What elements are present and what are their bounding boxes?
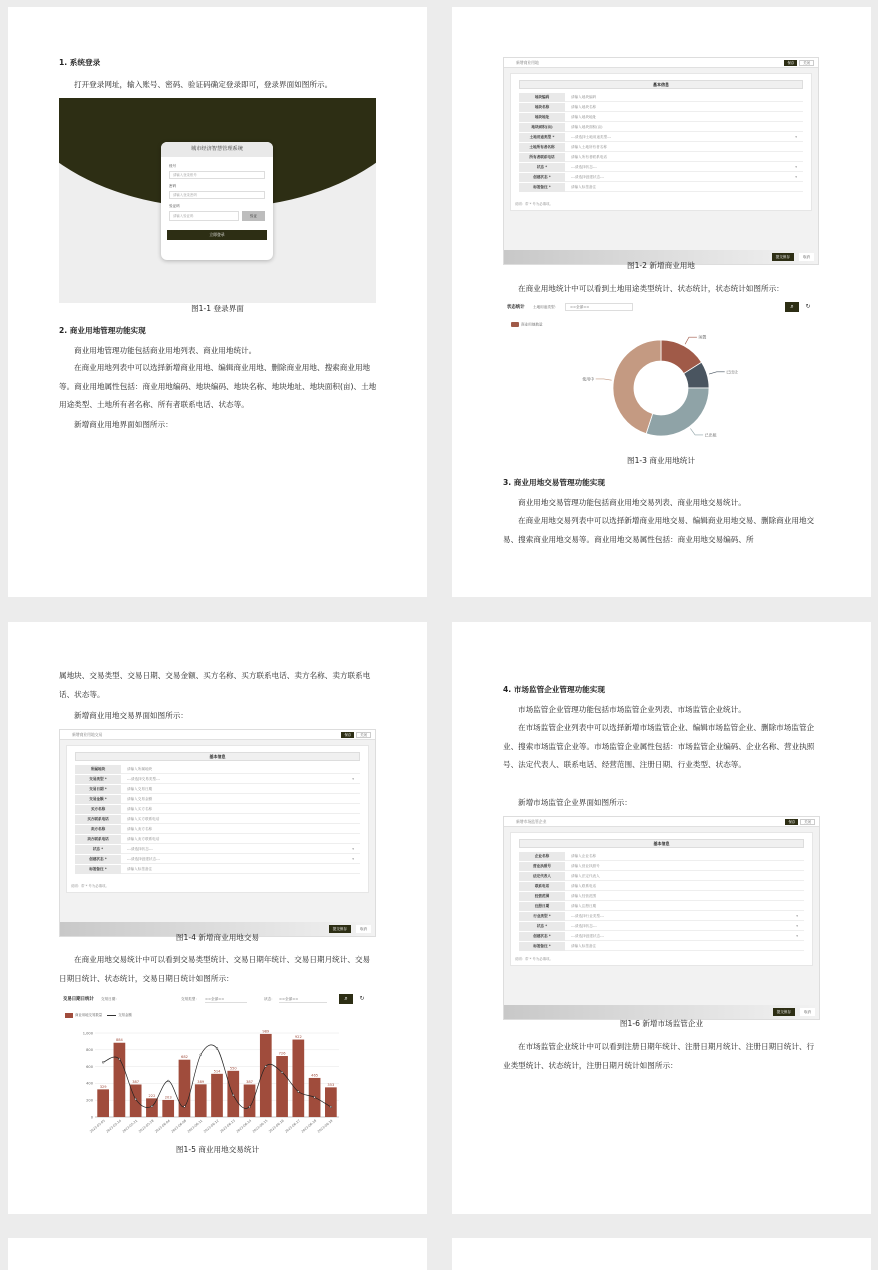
form-field-input[interactable]: ---请选择状态--- xyxy=(571,924,597,928)
donut-slice[interactable] xyxy=(646,388,709,436)
slice-label: 闲置 xyxy=(698,334,707,340)
form-card-title: 基本信息 xyxy=(519,80,803,89)
tab-close-button[interactable]: 关闭 xyxy=(800,819,815,825)
chart-filter1-label: 交易日期： xyxy=(101,997,119,1001)
line-point[interactable] xyxy=(314,1096,316,1098)
form-field-input[interactable]: 请输入标签备注 xyxy=(571,944,597,948)
stats-title: 状态统计 xyxy=(507,305,525,310)
form-field-label: 标签备注 * xyxy=(519,942,565,951)
chevron-down-icon: ▾ xyxy=(795,175,797,179)
form-tab-bar xyxy=(504,58,818,68)
form-field-label: 交易类型 * xyxy=(75,775,121,784)
bar-value-label: 465 xyxy=(311,1073,319,1078)
form-field-label: 法定代表人 xyxy=(519,872,565,881)
form-field-label: 土地所有者名称 xyxy=(519,143,565,152)
form-field-label: 买方联系电话 xyxy=(75,815,121,824)
form-tab-buttons xyxy=(784,60,814,66)
form-row xyxy=(519,882,804,891)
bar-value-label: 989 xyxy=(262,1029,270,1034)
form-field-label: 状态 * xyxy=(519,163,565,172)
chevron-down-icon: ▾ xyxy=(352,777,354,781)
section-heading-market: 4. 市场监管企业管理功能实现 xyxy=(503,685,605,694)
form-field-label: 营业执照号 xyxy=(519,862,565,871)
form-row xyxy=(75,855,360,864)
form-row xyxy=(519,183,803,192)
form-row xyxy=(519,872,804,881)
bar-value-label: 884 xyxy=(115,1038,123,1043)
chevron-down-icon: ▾ xyxy=(796,914,798,918)
form-row xyxy=(519,902,804,911)
form-footer xyxy=(504,1005,819,1019)
password-label: 密码 xyxy=(169,184,177,188)
form-field-input[interactable]: 请输入企业名称 xyxy=(571,854,597,858)
bar-value-label: 682 xyxy=(181,1055,188,1060)
figure-caption-3: 图1-3 商业用地统计 xyxy=(627,456,695,465)
form-field-label: 联系电话 xyxy=(519,882,565,891)
form-row xyxy=(519,912,804,921)
x-tick-label: 2023-06-17 xyxy=(284,1118,301,1134)
form-field-label: 土地用途类型 * xyxy=(519,133,565,142)
form-field-label: 标签备注 * xyxy=(519,183,565,192)
paragraph-market-2: 在市场监管企业列表中可以选择新增市场监管企业、编辑市场监管企业、删除市场监管企业、搜索市场监管企业等。市场监管企业属性包括：市场监管企业编码、企业名称、营业执照号、法定代表人、联系电话、经营范围、注册日期、行业类型、状态等。 xyxy=(503,723,815,769)
search-button[interactable] xyxy=(339,994,353,1004)
form-field-input[interactable]: 请输入卖方联系电话 xyxy=(127,837,160,841)
new-enterprise-form-screenshot xyxy=(503,816,820,1020)
form-field-input[interactable]: 请输入标签备注 xyxy=(127,867,153,871)
legend-label: 商业用地数量 xyxy=(521,322,543,327)
bar-value-label: 514 xyxy=(213,1069,221,1074)
section-heading-transaction: 3. 商业用地交易管理功能实现 xyxy=(503,478,605,487)
form-field-input[interactable]: 请输入经营范围 xyxy=(571,894,597,898)
paragraph-land-3: 新增商业用地界面如图所示： xyxy=(74,420,173,429)
paragraph-land-1: 商业用地管理功能包括商业用地列表、商业用地统计。 xyxy=(74,346,257,355)
line-point[interactable] xyxy=(281,1071,283,1073)
stats-filter-label: 土地用途类型： xyxy=(533,305,559,309)
paragraph-land-stats: 在商业用地统计中可以看到土地用途类型统计、状态统计，状态统计如图所示： xyxy=(518,284,784,293)
captcha-label: 验证码 xyxy=(169,204,180,208)
form-field-input[interactable]: 请输入法定代表人 xyxy=(571,874,600,878)
y-tick-label: 1,000 xyxy=(82,1031,93,1036)
form-field-label: 地块名称 xyxy=(519,103,565,112)
tab-save-button[interactable]: 保存 xyxy=(785,819,798,825)
form-field-label: 地块编码 xyxy=(519,93,565,102)
line-point[interactable] xyxy=(232,1094,234,1096)
form-field-input[interactable]: ---请选择行业类型--- xyxy=(571,914,604,918)
x-tick-label: 2023-06-16 xyxy=(267,1118,285,1134)
form-field-label: 所属地块 xyxy=(75,765,121,774)
form-row xyxy=(75,845,360,854)
form-field-label: 所有者联系电话 xyxy=(519,153,565,162)
form-row xyxy=(75,765,360,774)
line-point[interactable] xyxy=(102,1061,104,1063)
figure-caption-1: 图1-1 登录界面 xyxy=(191,304,244,313)
form-field-label: 创建状态 * xyxy=(519,932,565,941)
form-field-label: 经营范围 xyxy=(519,892,565,901)
chart-filter2-value: ==全部== xyxy=(205,997,225,1001)
form-field-input[interactable]: 请输入注册日期 xyxy=(571,904,597,908)
form-field-input[interactable]: ---请选择创建状态--- xyxy=(127,857,160,861)
y-tick-label: 0 xyxy=(90,1115,93,1120)
captcha-input[interactable]: 请输入验证码 xyxy=(169,211,239,221)
form-row xyxy=(75,835,360,844)
form-field-input[interactable]: 请输入地块名称 xyxy=(571,105,597,109)
line-point[interactable] xyxy=(265,1065,267,1067)
figure-caption-4: 图1-4 新增商业用地交易 xyxy=(175,933,260,942)
cancel-button[interactable]: 取消 xyxy=(356,925,371,933)
slice-label-leader xyxy=(596,379,612,380)
document-page-3 xyxy=(8,622,427,1214)
form-field-label: 地块面积(亩) xyxy=(519,123,565,132)
form-row xyxy=(519,932,804,941)
form-field-label: 买方名称 xyxy=(75,805,121,814)
line-point[interactable] xyxy=(119,1058,121,1060)
line-point[interactable] xyxy=(249,1106,251,1108)
form-row xyxy=(75,785,360,794)
form-field-label: 注册日期 xyxy=(519,902,565,911)
x-tick-label: 2023-06-13 xyxy=(219,1118,236,1134)
paragraph-transaction-2: 在商业用地交易列表中可以选择新增商业用地交易、编辑商业用地交易、删除商业用地交易、搜索商业用地交易等。商业用地交易属性包括：商业用地交易编码、所 xyxy=(503,516,815,544)
form-row xyxy=(75,825,360,834)
form-tab-bar xyxy=(504,817,819,827)
document-page-4 xyxy=(452,622,871,1214)
new-land-form-screenshot xyxy=(503,57,819,265)
status-stats-panel xyxy=(503,300,819,452)
form-tab-label: 新增商业用地交易 xyxy=(72,732,103,737)
form-field-input[interactable]: ---请选择创建状态--- xyxy=(571,934,604,938)
chevron-down-icon: ▾ xyxy=(795,135,797,139)
form-field-input[interactable]: 请输入标签备注 xyxy=(571,185,597,189)
x-tick-label: 2023-06-11 xyxy=(186,1118,204,1134)
slice-label-leader xyxy=(685,337,697,344)
stats-filter-value: ==全部== xyxy=(570,305,590,309)
bar[interactable] xyxy=(276,1056,288,1117)
chevron-down-icon: ▾ xyxy=(352,847,354,851)
form-row xyxy=(519,143,803,152)
tab-save-button[interactable]: 保存 xyxy=(784,60,797,66)
paragraph-market-stats: 在市场监管企业统计中可以看到注册日期年统计、注册日期月统计、注册日期日统计、行业类型统计、状态统计，注册日期月统计如图所示： xyxy=(503,1042,815,1070)
form-row xyxy=(75,805,360,814)
document-page-2 xyxy=(452,7,871,597)
form-row xyxy=(519,862,804,871)
bar-value-label: 353 xyxy=(327,1082,335,1087)
username-input[interactable]: 请输入登录账号 xyxy=(169,171,265,179)
bar-value-label: 222 xyxy=(148,1093,156,1098)
form-field-label: 交易日期 * xyxy=(75,785,121,794)
tab-close-button[interactable]: 关闭 xyxy=(356,732,371,738)
form-row xyxy=(75,815,360,824)
bar[interactable] xyxy=(211,1074,223,1117)
form-field-input[interactable]: ---请选择创建状态--- xyxy=(571,175,604,179)
line-point[interactable] xyxy=(167,1080,169,1082)
form-field-input[interactable]: 请输入联系电话 xyxy=(571,884,597,888)
line-point[interactable] xyxy=(184,1106,186,1108)
slice-label: 已出租 xyxy=(704,432,717,438)
y-tick-label: 800 xyxy=(86,1048,93,1053)
form-field-input[interactable]: 请输入地块面积(亩) xyxy=(571,125,603,129)
form-field-label: 创建状态 * xyxy=(75,855,121,864)
x-tick-label: 2023-06-08 xyxy=(170,1118,188,1134)
tab-save-button[interactable]: 保存 xyxy=(341,732,354,738)
form-field-input[interactable]: ---请选择土地用途类型--- xyxy=(571,135,612,139)
form-field-input[interactable]: 请输入营业执照号 xyxy=(571,864,600,868)
login-title: 城市经济智慧管理系统 xyxy=(161,142,273,157)
line-point[interactable] xyxy=(151,1105,153,1107)
form-row xyxy=(519,922,804,931)
line-point[interactable] xyxy=(297,1091,299,1093)
bar[interactable] xyxy=(195,1084,207,1117)
paragraph-market-1: 市场监管企业管理功能包括市场监管企业列表、市场监管企业统计。 xyxy=(518,705,746,714)
captcha-button[interactable]: 验证 xyxy=(242,211,265,221)
slice-label-leader xyxy=(690,428,703,434)
form-row xyxy=(519,163,803,172)
x-tick-label: 2023-06-19 xyxy=(316,1118,334,1134)
submit-button[interactable]: 提交保存 xyxy=(772,253,794,261)
refresh-icon: ↻ xyxy=(805,303,811,310)
figure-caption-5: 图1-5 商业用地交易统计 xyxy=(175,1145,260,1154)
cancel-button[interactable]: 取消 xyxy=(799,253,814,261)
form-field-label: 交易金额 * xyxy=(75,795,121,804)
document-page-5 xyxy=(8,1238,427,1270)
bar-chart xyxy=(59,1021,376,1146)
form-field-label: 卖方名称 xyxy=(75,825,121,834)
form-tab-label: 新增市场监管企业 xyxy=(516,819,547,824)
login-screenshot xyxy=(59,98,376,303)
form-row xyxy=(75,865,360,874)
refresh-icon: ↻ xyxy=(359,995,365,1002)
form-row xyxy=(519,123,803,132)
slice-label: 使用中 xyxy=(582,376,595,382)
x-tick-label: 2023-06-12 xyxy=(202,1118,220,1134)
line-point[interactable] xyxy=(135,1098,137,1100)
chevron-down-icon: ▾ xyxy=(795,165,797,169)
form-tab-buttons xyxy=(785,819,815,825)
form-card xyxy=(66,745,369,893)
paragraph-transaction-cont: 属地块、交易类型、交易日期、交易金额、买方名称、买方联系电话、卖方名称、卖方联系电话、状态等。 xyxy=(59,671,371,699)
y-tick-label: 200 xyxy=(86,1098,93,1103)
form-field-input[interactable]: 请输入买方联系电话 xyxy=(127,817,160,821)
bar-value-label: 387 xyxy=(246,1079,253,1084)
new-transaction-form-screenshot xyxy=(59,729,376,937)
form-tab-buttons xyxy=(341,732,371,738)
login-button[interactable]: 立即登录 xyxy=(167,230,267,240)
form-field-label: 创建状态 * xyxy=(519,173,565,182)
paragraph-land-2: 在商业用地列表中可以选择新增商业用地、编辑商业用地、删除商业用地、搜索商业用地等。商业用地属性包括：商业用地编码、地块编码、地块名称、地块地址、地块面积(亩)、土地用途类型、土地所有者名称、所有者联系电话、状态等。 xyxy=(59,363,377,409)
form-note: 说明：带 * 号为必填项。 xyxy=(515,202,553,206)
chart-header-title: 交易日期日统计 xyxy=(63,997,94,1002)
bar[interactable] xyxy=(114,1043,126,1117)
submit-button[interactable]: 提交保存 xyxy=(773,1008,795,1016)
document-page-6 xyxy=(452,1238,871,1270)
form-tab-label: 新增商业用地 xyxy=(516,60,539,65)
form-field-label: 地块地址 xyxy=(519,113,565,122)
chart-filter2-select[interactable] xyxy=(205,995,247,1003)
form-row xyxy=(75,775,360,784)
bar[interactable] xyxy=(325,1087,337,1117)
form-field-label: 标签备注 * xyxy=(75,865,121,874)
form-field-label: 卖方联系电话 xyxy=(75,835,121,844)
x-tick-label: 2023-05-05 xyxy=(89,1118,106,1134)
form-card xyxy=(510,73,812,211)
bar-value-label: 726 xyxy=(278,1051,286,1056)
x-tick-label: 2023-05-28 xyxy=(137,1118,155,1134)
form-row xyxy=(519,133,803,142)
slice-label: 已出让 xyxy=(726,369,739,375)
figure-caption-2: 图1-2 新增商业用地 xyxy=(627,261,695,270)
chart-filter3-label: 状态： xyxy=(264,997,275,1001)
password-input[interactable]: 请输入登录密码 xyxy=(169,191,265,199)
form-row xyxy=(519,103,803,112)
bar[interactable] xyxy=(227,1071,239,1117)
figure-caption-6: 图1-6 新增市场监管企业 xyxy=(619,1019,704,1028)
bar[interactable] xyxy=(179,1060,191,1117)
form-row xyxy=(75,795,360,804)
bar[interactable] xyxy=(97,1089,109,1117)
y-tick-label: 600 xyxy=(86,1064,93,1069)
form-field-label: 行业类型 * xyxy=(519,912,565,921)
form-field-input[interactable]: 请输入土地所有者名称 xyxy=(571,145,607,149)
paragraph-transaction-1: 商业用地交易管理功能包括商业用地交易列表、商业用地交易统计。 xyxy=(518,498,746,507)
username-label: 账号 xyxy=(169,164,177,168)
form-note: 说明：带 * 号为必填项。 xyxy=(71,884,109,888)
form-field-label: 企业名称 xyxy=(519,852,565,861)
form-row xyxy=(519,892,804,901)
chart-filter2-label: 交易类型： xyxy=(181,997,199,1001)
legend-bar-swatch xyxy=(65,1013,73,1018)
slice-label-leader xyxy=(709,372,725,374)
chart-filter3-select[interactable] xyxy=(279,995,327,1003)
submit-button[interactable]: 提交保存 xyxy=(329,925,351,933)
form-row xyxy=(519,942,804,951)
y-tick-label: 400 xyxy=(86,1081,93,1086)
form-field-input[interactable]: 请输入所有者联系电话 xyxy=(571,155,607,159)
form-field-label: 状态 * xyxy=(519,922,565,931)
form-field-input[interactable]: ---请选择状态--- xyxy=(127,847,153,851)
form-card xyxy=(510,832,813,966)
paragraph-login: 打开登录网址，输入账号、密码、验证码确定登录即可，登录界面如图所示。 xyxy=(74,80,333,89)
bar[interactable] xyxy=(244,1084,256,1117)
chevron-down-icon: ▾ xyxy=(796,924,798,928)
form-card-title: 基本信息 xyxy=(75,752,360,761)
line-point[interactable] xyxy=(200,1054,202,1056)
bar[interactable] xyxy=(292,1040,304,1117)
donut-chart xyxy=(503,310,819,450)
bar-value-label: 550 xyxy=(229,1066,237,1071)
form-tab-bar xyxy=(60,730,375,740)
x-tick-label: 2023-05-14 xyxy=(105,1118,123,1134)
bar-value-label: 387 xyxy=(132,1079,140,1084)
paragraph-market-new: 新增市场监管企业界面如图所示： xyxy=(518,798,632,807)
search-icon: ⌕ xyxy=(344,995,348,1002)
x-tick-label: 2023-05-21 xyxy=(121,1118,139,1134)
document-page-1 xyxy=(8,7,427,597)
section-heading-login: 1. 系统登录 xyxy=(59,58,101,67)
form-field-input[interactable]: 请输入卖方名称 xyxy=(127,827,153,831)
line-point[interactable] xyxy=(330,1106,332,1108)
line-point[interactable] xyxy=(216,1047,218,1049)
bar-chart-legend xyxy=(65,1012,132,1018)
refresh-button[interactable] xyxy=(356,994,368,1004)
form-field-input[interactable]: 请输入所属地块 xyxy=(127,767,153,771)
form-row xyxy=(519,852,804,861)
x-tick-label: 2023-06-15 xyxy=(251,1118,269,1134)
x-tick-label: 2023-06-14 xyxy=(235,1118,253,1134)
chevron-down-icon: ▾ xyxy=(796,934,798,938)
section-heading-land: 2. 商业用地管理功能实现 xyxy=(59,326,146,335)
chevron-down-icon: ▾ xyxy=(352,857,354,861)
transaction-chart-panel xyxy=(59,991,376,1146)
tab-close-button[interactable]: 关闭 xyxy=(799,60,814,66)
form-row xyxy=(519,113,803,122)
paragraph-transaction-new: 新增商业用地交易界面如图所示： xyxy=(74,711,188,720)
form-field-label: 状态 * xyxy=(75,845,121,854)
form-field-input[interactable]: ---请选择交易类型--- xyxy=(127,777,160,781)
x-tick-label: 2023-06-04 xyxy=(154,1118,171,1134)
form-card-title: 基本信息 xyxy=(519,839,804,848)
bar[interactable] xyxy=(162,1100,174,1117)
bar-value-label: 203 xyxy=(164,1095,172,1100)
bar-value-label: 922 xyxy=(294,1035,302,1040)
search-icon: ⌕ xyxy=(790,303,794,310)
legend-line-label: 交易金额 xyxy=(118,1013,132,1017)
x-tick-label: 2023-06-18 xyxy=(300,1118,318,1134)
bar-value-label: 389 xyxy=(197,1079,205,1084)
chart-filter3-value: ==全部== xyxy=(279,997,299,1001)
legend-line-swatch xyxy=(107,1015,116,1016)
form-note: 说明：带 * 号为必填项。 xyxy=(515,957,553,961)
bar-value-label: 329 xyxy=(99,1084,107,1089)
legend-bar-label: 商业用地交易数量 xyxy=(75,1013,103,1017)
form-row xyxy=(519,93,803,102)
form-field-input[interactable]: 请输入交易金额 xyxy=(127,797,153,801)
form-field-input[interactable]: 请输入交易日期 xyxy=(127,787,153,791)
form-field-input[interactable]: 请输入地块地址 xyxy=(571,115,597,119)
form-field-input[interactable]: ---请选择状态--- xyxy=(571,165,597,169)
form-field-input[interactable]: 请输入买方名称 xyxy=(127,807,153,811)
cancel-button[interactable]: 取消 xyxy=(800,1008,815,1016)
form-field-input[interactable]: 请输入地块编码 xyxy=(571,95,597,99)
login-card xyxy=(161,142,273,260)
form-row xyxy=(519,153,803,162)
form-row xyxy=(519,173,803,182)
paragraph-transaction-stats: 在商业用地交易统计中可以看到交易类型统计、交易日期年统计、交易日期月统计、交易日期日统计、状态统计，交易日期日统计如图所示： xyxy=(59,955,371,983)
